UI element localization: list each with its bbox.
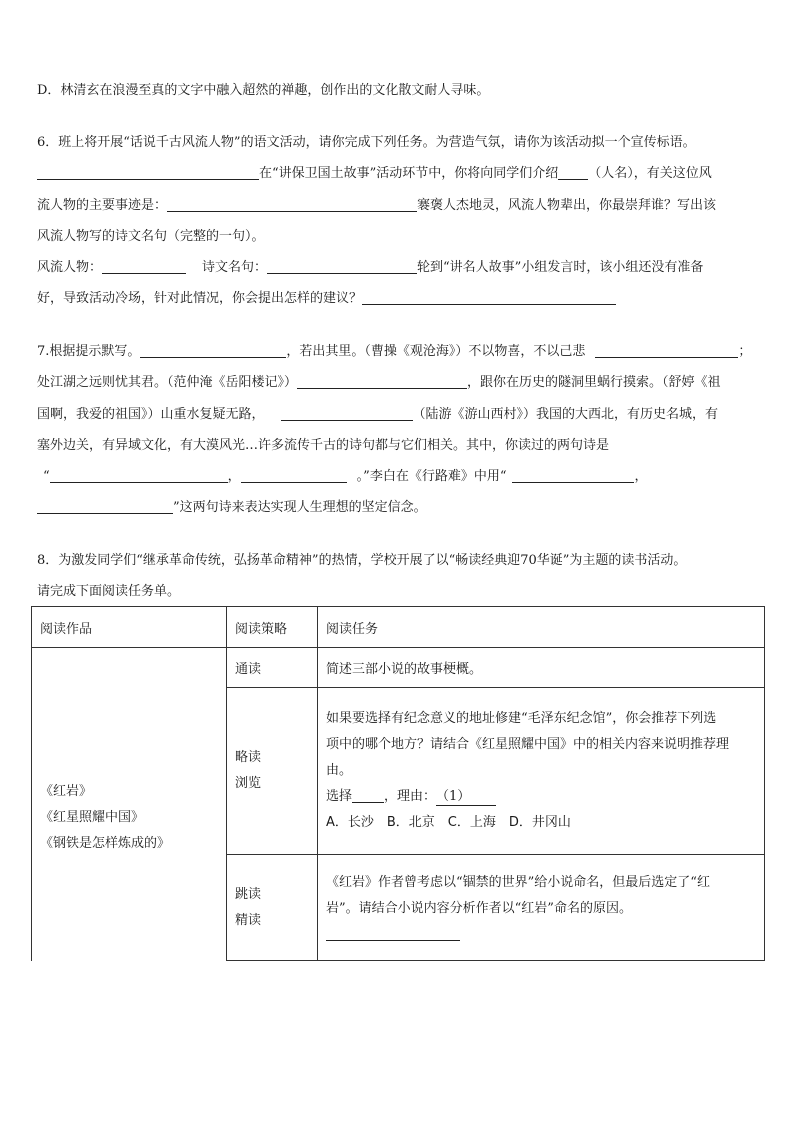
person-name-blank[interactable] bbox=[558, 165, 588, 180]
q7-text: 7.根据提示默写。 bbox=[37, 344, 141, 359]
q6-text: （人名），有关这位风 bbox=[588, 166, 712, 181]
header-strategy: 阅读策略 bbox=[227, 607, 318, 648]
q7-blank-8[interactable] bbox=[37, 499, 173, 514]
header-works: 阅读作品 bbox=[32, 607, 227, 648]
choice-blank[interactable] bbox=[352, 788, 384, 803]
answer-line bbox=[326, 784, 756, 810]
strategy-label: 浏览 bbox=[235, 776, 262, 791]
q7-text: “ bbox=[43, 469, 50, 484]
quote-blank[interactable] bbox=[267, 259, 417, 274]
q7-line-3 bbox=[37, 406, 718, 424]
deeds-blank[interactable] bbox=[167, 197, 417, 212]
q7-text: 处江湖之远则忧其君。（范仲淹《岳阳楼记》） bbox=[37, 375, 298, 390]
strategy-label: 精读 bbox=[235, 912, 262, 928]
reason-blank[interactable] bbox=[436, 789, 496, 806]
q7-blank-6[interactable] bbox=[241, 468, 347, 483]
q6-line-3 bbox=[37, 197, 716, 215]
task-line: 岩”。请结合小说内容分析作者以“红岩”命名的原因。 bbox=[326, 900, 632, 916]
strategy-cell bbox=[227, 855, 318, 961]
task-cell bbox=[318, 855, 765, 961]
strategy-label: 跳读 bbox=[235, 886, 262, 902]
reading-task-table bbox=[31, 606, 765, 961]
q7-text: ”这两句诗来表达实现人生理想的坚定信念。 bbox=[173, 500, 427, 515]
figure-blank[interactable] bbox=[102, 259, 186, 274]
table-header-row bbox=[32, 607, 765, 648]
answer-options: A．长沙 B．北京 C．上海 D．井冈山 bbox=[326, 815, 571, 830]
strategy-cell bbox=[227, 688, 318, 855]
q6-line-5 bbox=[37, 259, 703, 277]
q6-text: 褰褒人杰地灵，风流人物辈出，你最崇拜谁？写出该 bbox=[417, 198, 717, 213]
strategy-cell: 通读 bbox=[227, 648, 318, 688]
q7-text: ，跟你在历史的隧洞里蜗行摸索。（舒婷《祖 bbox=[467, 375, 721, 390]
q6-text: 风流人物： bbox=[37, 260, 103, 275]
q6-line-2 bbox=[37, 165, 712, 183]
suggestion-blank[interactable] bbox=[362, 290, 616, 305]
task-cell bbox=[318, 688, 765, 855]
q7-blank-1[interactable] bbox=[140, 343, 286, 358]
q8-prompt: 8．为激发同学们“继承革命传统，弘扬革命精神”的热情，学校开展了以“畅读经典迎70华诞”为主题的读书活动。 bbox=[37, 553, 687, 568]
q7-text: 。”李白在《行路难》中用“ bbox=[356, 469, 507, 484]
task-line: 项中的哪个地方？请结合《红星照耀中国》中的相关内容来说明推荐理 bbox=[326, 737, 730, 752]
q7-text: ，若出其里。（曹操《观沧海》）不以物喜，不以己悲 bbox=[286, 344, 586, 359]
q7-text: （陆游《游山西村》）我国的大西北，有历史名城，有 bbox=[412, 407, 719, 422]
q7-line-2 bbox=[37, 374, 721, 392]
q7-blank-7[interactable] bbox=[512, 468, 634, 483]
task-line: 由。 bbox=[326, 763, 353, 778]
q6-text: 轮到“讲名人故事”小组发言时，该小组还没有准备 bbox=[417, 260, 704, 275]
blank-number: （1） bbox=[436, 789, 471, 804]
q7-blank-4[interactable] bbox=[281, 406, 413, 421]
q6-line-4: 风流人物写的诗文名句（完整的一句）。 bbox=[37, 229, 265, 244]
work-title: 《红岩》 bbox=[40, 784, 93, 800]
reason-label: ，理由： bbox=[384, 789, 437, 804]
header-task: 阅读任务 bbox=[318, 607, 765, 648]
table-row bbox=[32, 648, 765, 688]
q7-line-5 bbox=[37, 468, 647, 486]
work-title: 《钢铁是怎样炼成的》 bbox=[40, 836, 171, 852]
task-line: 《红岩》作者曾考虑以“锢禁的世界”给小说命名，但最后选定了“红 bbox=[326, 874, 710, 890]
q7-text: ， bbox=[227, 469, 241, 484]
q6-text: 诗文名句： bbox=[202, 260, 268, 275]
q5-option-d: D．林清玄在浪漫至真的文字中融入超然的禅趣，创作出的文化散文耐人寻味。 bbox=[37, 83, 490, 98]
choice-label: 选择 bbox=[326, 789, 353, 804]
slogan-blank[interactable] bbox=[37, 165, 259, 180]
work-title: 《红星照耀中国》 bbox=[40, 810, 145, 826]
task-line: 如果要选择有纪念意义的地址修建“毛泽东纪念馆”，你会推荐下列选 bbox=[326, 711, 717, 726]
q6-text: 流人物的主要事迹是： bbox=[37, 198, 168, 213]
q6-prompt: 6．班上将开展“话说千古风流人物”的语文活动，请你完成下列任务。为营造气氛，请你为该活动拟一个宣传标语。 bbox=[37, 135, 696, 150]
task-cell: 简述三部小说的故事梗概。 bbox=[318, 648, 765, 688]
q6-text: 在“讲保卫国土故事”活动环节中，你将向同学们介绍 bbox=[259, 166, 559, 181]
q7-text: 国啊，我爱的祖国》）山重水复疑无路， bbox=[37, 407, 265, 422]
q7-line-1 bbox=[37, 343, 751, 361]
strategy-label: 略读 bbox=[235, 750, 262, 765]
q7-text: ； bbox=[738, 344, 752, 359]
q7-blank-3[interactable] bbox=[297, 374, 467, 389]
q7-blank-2[interactable] bbox=[595, 343, 738, 358]
q7-blank-5[interactable] bbox=[50, 468, 228, 483]
q8-instruction: 请完成下面阅读任务单。 bbox=[37, 584, 181, 599]
answer-blank[interactable] bbox=[326, 926, 460, 941]
q6-line-6 bbox=[37, 290, 616, 308]
q7-line-6 bbox=[37, 499, 427, 517]
q7-line-4: 塞外边关，有异域文化，有大漠风光…许多流传千古的诗句都与它们相关。其中，你读过的两句诗是 bbox=[37, 438, 610, 453]
q7-text: ， bbox=[634, 469, 648, 484]
q6-text: 好，导致活动冷场，针对此情况，你会提出怎样的建议？ bbox=[37, 291, 363, 306]
works-cell bbox=[32, 648, 227, 961]
